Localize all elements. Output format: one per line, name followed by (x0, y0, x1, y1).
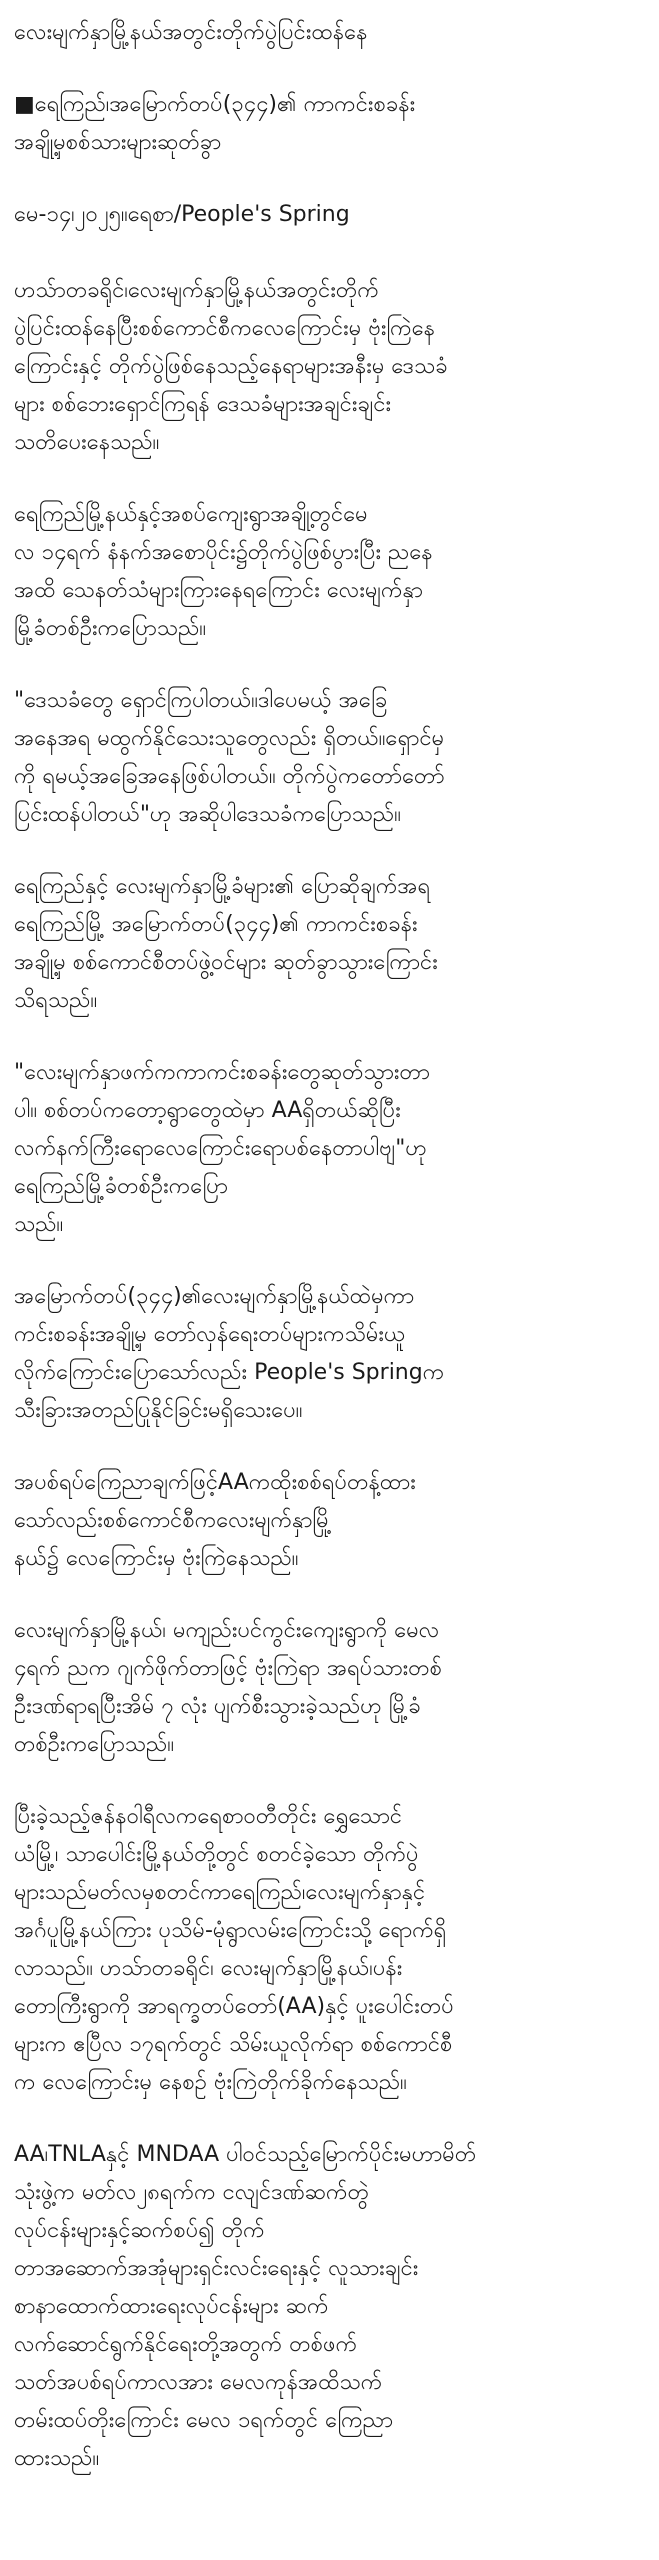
article-paragraph-6: အမြောက်တပ်(၃၄၄)၏လေးမျက်နှာမြို့နယ်ထဲမှကာ ကင်းစခန်းအချို့မှ တော်လှန်ရေးတပ်များကသိမ်းယူ လိုက်ကြောင်းပြောသော်လည်း People's Springက သီးခြားအတည်ပြုနိုင်ခြင်းမရှိသေးပေ။ (14, 1284, 445, 1423)
article-paragraph-2: ရေကြည်မြို့နယ်နှင့်အစပ်ကျေးရွာအချို့တွင်မေ လ ၁၄ရက် နံနက်အစောပိုင်း၌တိုက်ပွဲဖြစ်ပွားပြီး ညနေ အထိ သေနတ်သံများကြားနေရကြောင်း လေးမျက်နှာ မြို့ခံတစ်ဦးကပြောသည်။ (14, 502, 433, 641)
article-paragraph-5: "လေးမျက်နှာဖက်ကကာကင်းစခန်းတွေဆုတ်သွားတာ ပါ။ စစ်တပ်ကတော့ရွာတွေထဲမှာ AAရှိတယ်ဆိုပြီး လက်နက်ကြီးရောလေကြောင်းရောပစ်နေတာပါဗျ"ဟု ရေကြည်မြို့ခံတစ်ဦးကပြော သည်။ (14, 1060, 430, 1237)
article-paragraph-4: ရေကြည်နှင့် လေးမျက်နှာမြို့ခံများ၏ ပြောဆိုချက်အရ ရေကြည်မြို့ အမြောက်တပ်(၃၄၄)၏ ကာကင်းစခန်း အချို့မှ စစ်ကောင်စီတပ်ဖွဲ့ဝင်များ ဆုတ်ခွာသွားကြောင်း သိရသည်။ (14, 874, 438, 1013)
article-paragraph-8: လေးမျက်နှာမြို့နယ်၊ မကျည်းပင်ကွင်းကျေးရွာကို မေလ ၄ရက် ညက ဂျက်ဖိုက်တာဖြင့် ဗုံးကြဲရာ အရပ်သားတစ် ဦးဒဏ်ရာရပြီးအိမ် ၇ လုံး ပျက်စီးသွားခဲ့သည်ဟု မြို့ခံ တစ်ဦးကပြောသည်။ (14, 1618, 443, 1757)
article-paragraph-3: "ဒေသခံတွေ ရှောင်ကြပါတယ်။ဒါပေမယ့် အခြေ အနေအရ မထွက်နိုင်သေးသူတွေလည်း ရှိတယ်။ရှောင်မှ ကို ရမယ့်အခြေအနေဖြစ်ပါတယ်။ တိုက်ပွဲကတော်တော် ပြင်းထန်ပါတယ်"ဟု အဆိုပါဒေသခံကပြောသည်။ (14, 688, 445, 827)
article-dateline: မေ-၁၄၊၂၀၂၅။ရေစာ/People's Spring (14, 202, 350, 227)
article-paragraph-10: AA၊TNLAနှင့် MNDAA ပါဝင်သည့်မြောက်ပိုင်းမဟာမိတ် သုံးဖွဲ့က မတ်လ၂၈ရက်က ငလျင်ဒဏ်ဆက်တွဲ လုပ်ငန်းများနှင့်ဆက်စပ်၍ တိုက် တာအဆောက်အအုံများရှင်းလင်းရေးနှင့် လူသားချင်း စာနာထောက်ထားရေးလုပ်ငန်းများ ဆက် လက်ဆောင်ရွက်နိုင်ရေးတို့အတွက် တစ်ဖက် သတ်အပစ်ရပ်ကာလအား မေလကုန်အထိသက် တမ်းထပ်တိုးကြောင်း မေလ ၁ရက်တွင် ကြေညာ ထားသည်။ (14, 2142, 477, 2471)
article-paragraph-9: ပြီးခဲ့သည့်ဇန်နဝါရီလကရေစာဝတီတိုင်း ရွှေသောင် ယံမြို့၊ သာပေါင်းမြို့နယ်တို့တွင် စတင်ခဲ့သော တိုက်ပွဲ များသည်မတ်လမှစတင်ကာရေကြည်၊လေးမျက်နှာနှင့် အင်္ဂပူမြို့နယ်ကြား ပုသိမ်-မုံရွာလမ်းကြောင်းသို့ ရောက်ရှိ လာသည်။ ဟသ်ာတခရိုင်၊ လေးမျက်နှာမြို့နယ်၊ပန်း တောကြီးရွာကို အာရက္ခတပ်တော်(AA)နှင့် ပူးပေါင်းတပ် များက ဧပြီလ ၁၇ရက်တွင် သိမ်းယူလိုက်ရာ စစ်ကောင်စီ က လေကြောင်းမှ နေစဉ် ဗုံးကြဲတိုက်ခိုက်နေသည်။ (14, 1804, 454, 2095)
article-paragraph-1: ဟသ်ာတခရိုင်၊လေးမျက်နှာမြို့နယ်အတွင်းတိုက် ပွဲပြင်းထန်နေပြီးစစ်ကောင်စီကလေကြောင်းမှ ဗုံးကြဲနေ ကြောင်းနှင့် တိုက်ပွဲဖြစ်နေသည့်နေရာများအနီးမှ ဒေသခံ များ စစ်ဘေးရှောင်ကြရန် ဒေသခံများအချင်းချင်း သတိပေးနေသည်။ (14, 278, 448, 455)
article-subheadline: ■ရေကြည်၊အမြောက်တပ်(၃၄၄)၏ ကာကင်းစခန်း အချို့မှစစ်သားများဆုတ်ခွာ (14, 92, 416, 155)
article-headline: လေးမျက်နှာမြို့နယ်အတွင်းတိုက်ပွဲပြင်းထန်နေ (14, 20, 368, 45)
article-paragraph-7: အပစ်ရပ်ကြေညာချက်ဖြင့်AAကထိုးစစ်ရပ်တန့်ထား သော်လည်းစစ်ကောင်စီကလေးမျက်နှာမြို့ နယ်၌ လေကြောင်းမှ ဗုံးကြဲနေသည်။ (14, 1470, 416, 1571)
